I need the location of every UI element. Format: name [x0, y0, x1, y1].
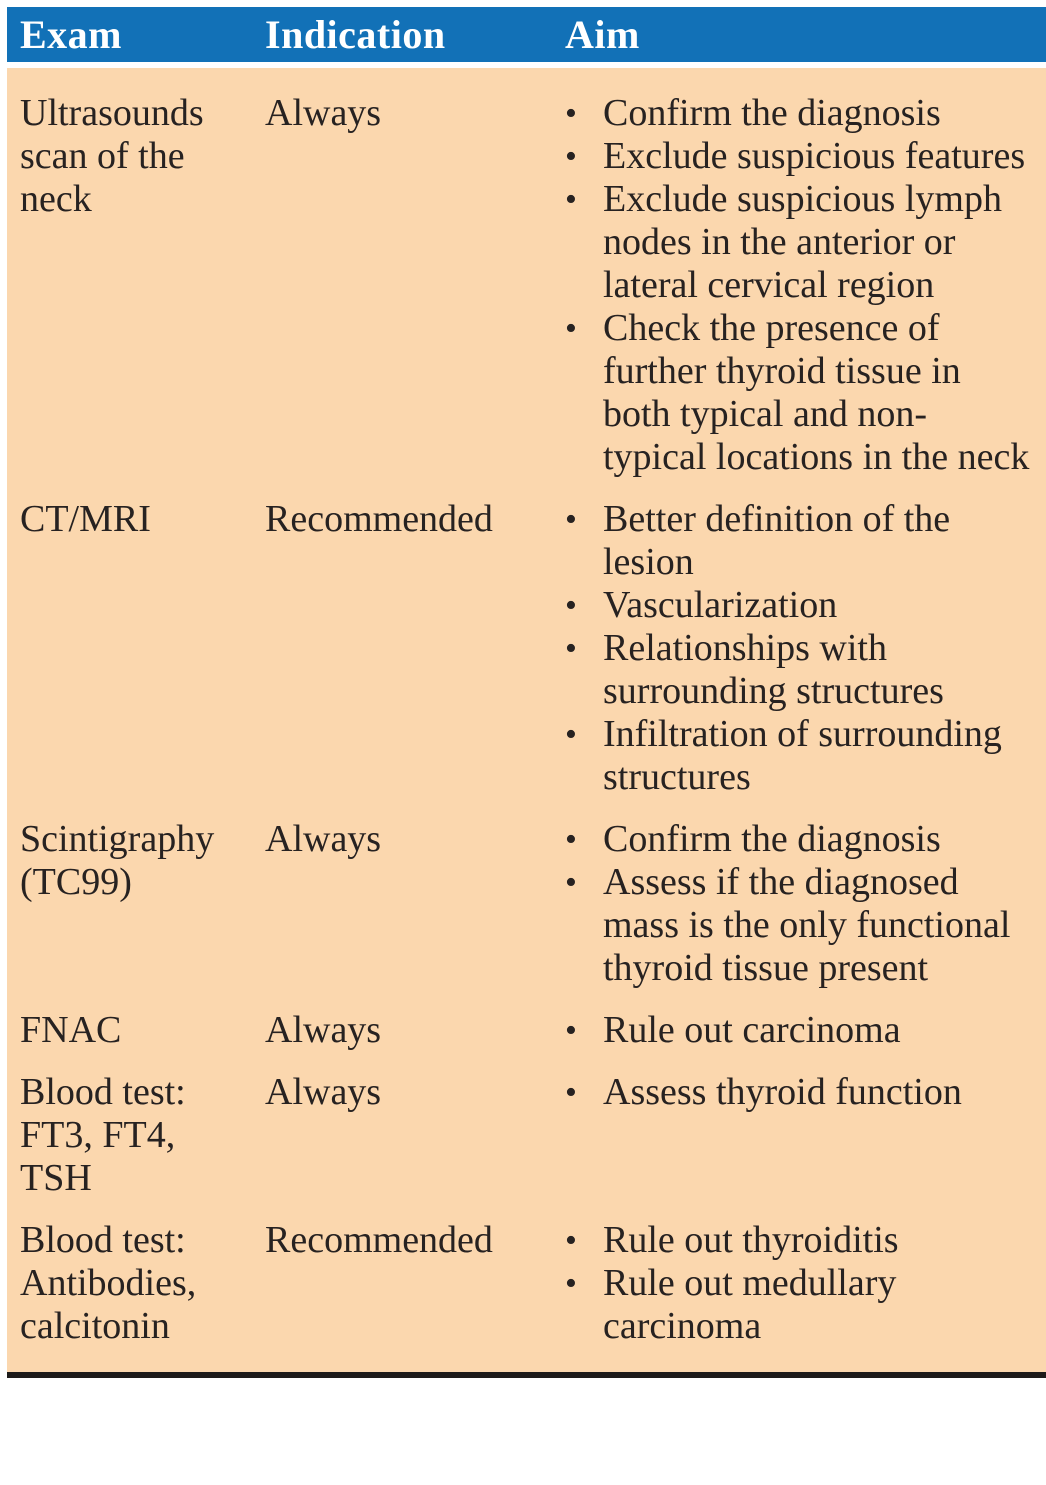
- aim-item: [565, 178, 1036, 307]
- exam-cell: Blood test: Antibodies, calcitonin: [20, 1219, 197, 1347]
- indication-cell: Always: [265, 1071, 382, 1113]
- aim-item: [565, 713, 1036, 799]
- aim-item: [565, 1219, 1036, 1262]
- aim-item: [565, 1071, 1036, 1114]
- aim-cell: [565, 1009, 1046, 1052]
- aim-cell: [565, 818, 1046, 990]
- aim-text: Rule out medullary carcinoma: [603, 1262, 897, 1347]
- table-row: [20, 498, 1046, 799]
- aim-item: [565, 307, 1036, 479]
- aim-text: Confirm the diagnosis: [603, 818, 941, 860]
- aim-item: [565, 1009, 1036, 1052]
- bullet-icon: •: [565, 138, 577, 175]
- bullet-icon: •: [565, 1222, 577, 1259]
- aim-text: Exclude suspicious lymph nodes in the anterior or lateral cervical region: [603, 178, 1002, 306]
- bullet-icon: •: [565, 821, 577, 858]
- aim-text: Confirm the diagnosis: [603, 92, 941, 134]
- aim-item: [565, 498, 1036, 584]
- aim-text: Assess if the diagnosed mass is the only functional thyroid tissue present: [603, 861, 1011, 989]
- exam-cell: FNAC: [20, 1009, 122, 1051]
- aim-text: Assess thyroid function: [603, 1071, 962, 1113]
- bullet-icon: •: [565, 501, 577, 538]
- aim-item: [565, 818, 1036, 861]
- aim-cell: [565, 92, 1046, 479]
- table-row: [20, 1009, 1046, 1052]
- bullet-icon: •: [565, 1074, 577, 1111]
- aim-text: Rule out carcinoma: [603, 1009, 901, 1051]
- aim-cell: [565, 1219, 1046, 1348]
- aim-text: Vascularization: [603, 584, 838, 626]
- table-row: [20, 1219, 1046, 1348]
- aim-item: [565, 92, 1036, 135]
- column-header-indication: Indication: [265, 12, 446, 57]
- aim-list: [565, 1009, 1036, 1052]
- bullet-icon: •: [565, 95, 577, 132]
- indication-cell: Recommended: [265, 1219, 493, 1261]
- indication-cell: Recommended: [265, 498, 493, 540]
- bullet-icon: •: [565, 587, 577, 624]
- aim-text: Infiltration of surrounding structures: [603, 713, 1002, 798]
- aim-text: Relationships with surrounding structures: [603, 627, 944, 712]
- exam-cell: Blood test: FT3, FT4, TSH: [20, 1071, 186, 1199]
- bullet-icon: •: [565, 864, 577, 901]
- bullet-icon: •: [565, 716, 577, 753]
- aim-item: [565, 135, 1036, 178]
- indication-cell: Always: [265, 818, 382, 860]
- column-header-aim: Aim: [565, 12, 640, 57]
- aim-cell: [565, 498, 1046, 799]
- exam-indication-table: [7, 7, 1046, 1378]
- table-row: [20, 1071, 1046, 1200]
- aim-text: Rule out thyroiditis: [603, 1219, 899, 1261]
- aim-item: [565, 1262, 1036, 1348]
- bullet-icon: •: [565, 1265, 577, 1302]
- bullet-icon: •: [565, 181, 577, 218]
- aim-item: [565, 627, 1036, 713]
- aim-list: [565, 498, 1036, 799]
- table-body: [7, 68, 1046, 1378]
- bullet-icon: •: [565, 630, 577, 667]
- aim-item: [565, 861, 1036, 990]
- exam-cell: CT/MRI: [20, 498, 151, 540]
- bullet-icon: •: [565, 310, 577, 347]
- aim-list: [565, 92, 1036, 479]
- indication-cell: Always: [265, 92, 382, 134]
- column-header-exam: Exam: [20, 12, 122, 57]
- aim-list: [565, 1219, 1036, 1348]
- aim-text: Better definition of the lesion: [603, 498, 951, 583]
- aim-text: Exclude suspicious features: [603, 135, 1026, 177]
- indication-cell: Always: [265, 1009, 382, 1051]
- table-header-row: [7, 7, 1046, 62]
- aim-list: [565, 818, 1036, 990]
- aim-item: [565, 584, 1036, 627]
- aim-cell: [565, 1071, 1046, 1114]
- table-row: [20, 92, 1046, 479]
- bullet-icon: •: [565, 1012, 577, 1049]
- exam-cell: Scintigraphy (TC99): [20, 818, 215, 903]
- exam-cell: Ultrasounds scan of the neck: [20, 92, 204, 220]
- aim-list: [565, 1071, 1036, 1114]
- aim-text: Check the presence of further thyroid tissue in both typical and non-typical locations in the neck: [603, 307, 1030, 478]
- table-row: [20, 818, 1046, 990]
